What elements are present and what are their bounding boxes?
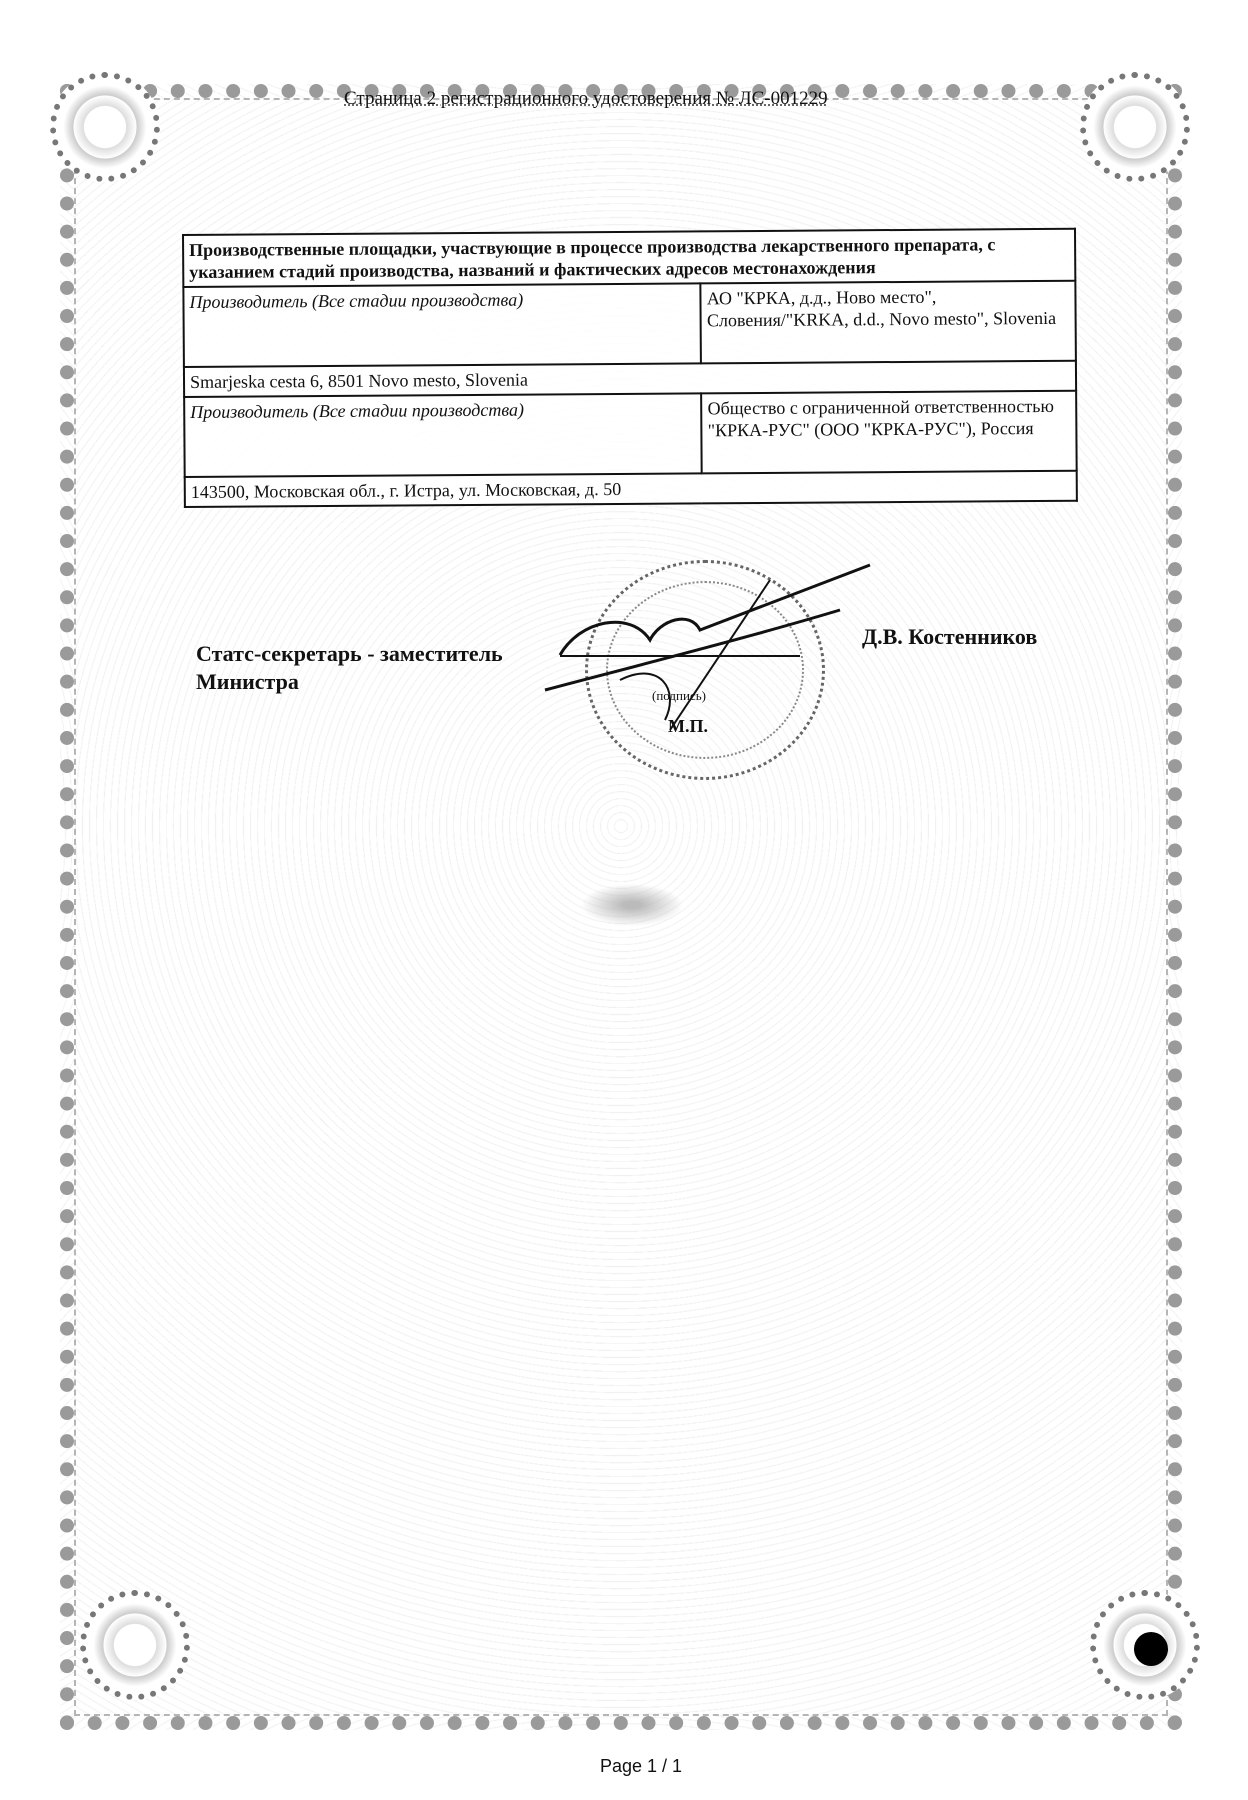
handwritten-signature xyxy=(540,560,880,740)
corner-rosette-icon xyxy=(1080,72,1190,182)
table-header-row xyxy=(183,229,1075,287)
production-sites-table xyxy=(182,228,1078,508)
corner-rosette-icon xyxy=(50,72,160,182)
manufacturer-company: Общество с ограниченной ответственностью "КРКА-РУС" (ООО "КРКА-РУС"), Россия xyxy=(701,391,1076,474)
signature-caption: (подпись) xyxy=(652,688,706,703)
seal-mark: М.П. xyxy=(668,716,708,736)
page-header: Страница 2 регистрационного удостоверения № ЛС-001229 xyxy=(344,88,828,109)
table-row xyxy=(185,471,1077,507)
corner-rosette-icon xyxy=(80,1590,190,1700)
manufacturer-role: Производитель (Все стадии производства) xyxy=(183,283,701,367)
table-row xyxy=(183,281,1076,367)
manufacturer-address: 143500, Московская обл., г. Истра, ул. Московская, д. 50 xyxy=(185,471,1077,507)
table-header: Производственные площадки, участвующие в процессе производства лекарственного препарата, с указанием стадий производства, названий и фактических адресов местонахождения xyxy=(183,229,1075,287)
scan-smudge xyxy=(572,880,692,930)
hole-punch-mark xyxy=(1134,1632,1168,1666)
page-footer: Page 1 / 1 xyxy=(600,1756,683,1776)
manufacturer-role: Производитель (Все стадии производства) xyxy=(184,393,702,477)
manufacturer-address: Smarjeska cesta 6, 8501 Novo mesto, Slovenia xyxy=(184,361,1076,397)
signatory-title: Статс-секретарь - заместитель Министра xyxy=(196,641,503,694)
table-row xyxy=(184,391,1077,477)
signatory-name: Д.В. Костенников xyxy=(862,624,1038,649)
manufacturer-company: АО "КРКА, д.д., Ново место", Словения/"KRKA, d.d., Novo mesto", Slovenia xyxy=(701,281,1076,364)
